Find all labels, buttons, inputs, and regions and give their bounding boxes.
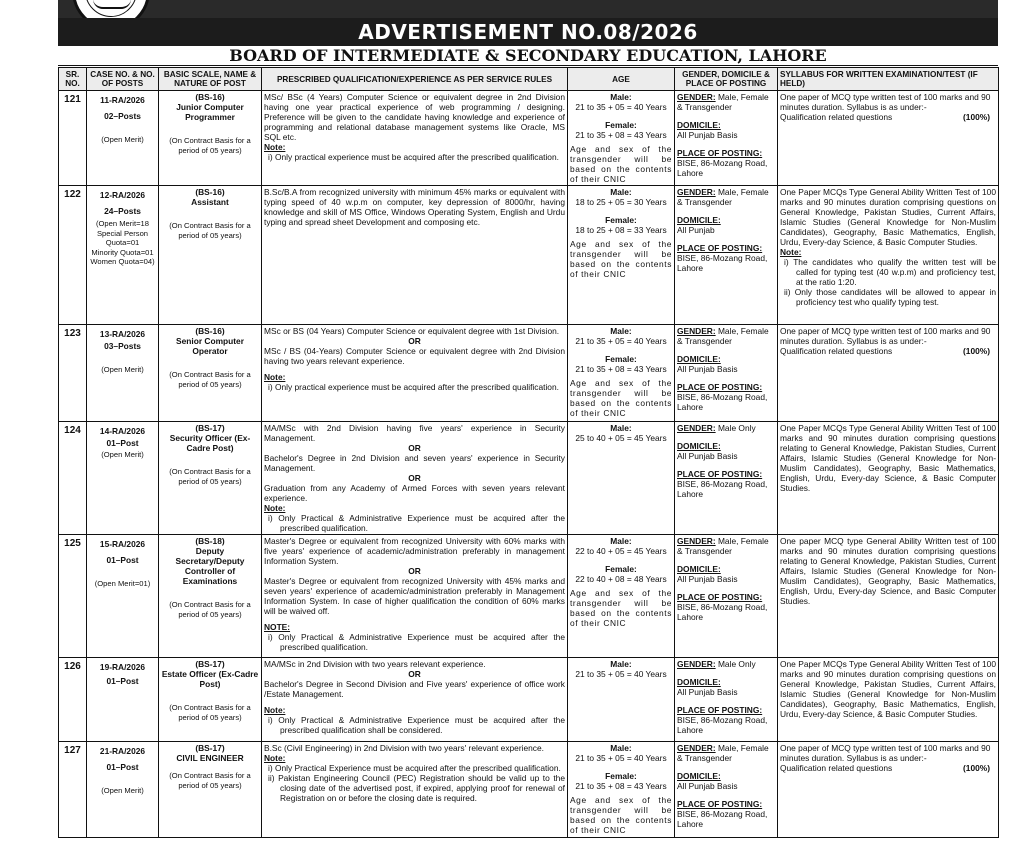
age-male-value: 21 to 35 + 05 = 40 Years bbox=[575, 669, 667, 679]
qualification-text: MSc/ BSc (4 Years) Computer Science or equivalent degree in 2nd Division having one year practical experience of web programming / designing. Preference will be given to the candidate having knowledge and experience of programming and relational database management systems like Oracle, MS SQL etc. bbox=[264, 92, 565, 142]
pay-scale: (BS-16) bbox=[195, 326, 225, 336]
contract-basis: (On Contract Basis for a period of 05 years) bbox=[169, 600, 251, 619]
sr-no: 123 bbox=[59, 325, 87, 422]
age-male-label: Male: bbox=[610, 187, 632, 197]
or-separator: OR bbox=[408, 443, 421, 453]
posting-label: PLACE OF POSTING: bbox=[677, 382, 763, 392]
syllabus-text: One paper of MCQ type written test of 100 marks and 90 minutes duration. Syllabus is as under:- bbox=[780, 743, 991, 763]
merit-type: (Open Merit) bbox=[101, 786, 144, 795]
quota-women: Women Quota=04) bbox=[90, 257, 155, 266]
logo-arc bbox=[93, 0, 131, 9]
note-item: i) The candidates who qualify the written test will be called for typing test (40 w.p.m) and proficiency test, at the ratio 1:20. bbox=[784, 257, 996, 287]
posting-value: BISE, 86-Mozang Road, Lahore bbox=[677, 715, 768, 735]
case-no: 15-RA/2026 bbox=[99, 539, 146, 549]
case-cell bbox=[87, 535, 159, 658]
syllabus-percent: (100%) bbox=[963, 112, 990, 122]
age-female-value: 18 to 25 + 08 = 33 Years bbox=[575, 225, 667, 235]
qualification-cell bbox=[262, 742, 568, 838]
post-title: Senior Computer Operator bbox=[176, 336, 244, 356]
post-title: Deputy Secretary/Deputy Controller of Examinations bbox=[175, 546, 245, 586]
post-cell bbox=[159, 658, 262, 742]
age-female-label: Female: bbox=[605, 771, 637, 781]
case-cell bbox=[87, 422, 159, 535]
syllabus-text: One paper of MCQ type written test of 100 marks and 90 minutes duration. Syllabus is as under:- bbox=[780, 92, 991, 112]
age-cell bbox=[568, 325, 675, 422]
gender-label: GENDER: bbox=[677, 92, 716, 102]
gender-value: Male, Female & Transgender bbox=[677, 536, 769, 556]
table-header-row bbox=[59, 68, 999, 91]
pay-scale: (BS-17) bbox=[195, 423, 225, 433]
note-item: i) Only Practical & Administrative Experience must be acquired after the prescribed qualification. bbox=[268, 632, 565, 652]
post-cell bbox=[159, 742, 262, 838]
quota-special: Special Person Quota=01 bbox=[96, 228, 149, 247]
table-row bbox=[59, 422, 999, 535]
age-male-value: 22 to 40 + 05 = 45 Years bbox=[575, 546, 667, 556]
posting-label: PLACE OF POSTING: bbox=[677, 469, 763, 479]
col-header-gender: GENDER, DOMICILE & PLACE OF POSTING bbox=[675, 68, 778, 91]
case-cell bbox=[87, 186, 159, 325]
sr-no: 127 bbox=[59, 742, 87, 838]
posts-table bbox=[58, 67, 999, 838]
contract-basis: (On Contract Basis for a period of 05 years) bbox=[169, 703, 251, 722]
syllabus-cell bbox=[778, 325, 999, 422]
transgender-age-note: Age and sex of the transgender will be based on the contents of their CNIC bbox=[570, 144, 672, 184]
gender-cell bbox=[675, 186, 778, 325]
syllabus-cell bbox=[778, 186, 999, 325]
pay-scale: (BS-16) bbox=[195, 92, 225, 102]
col-header-sr: SR. NO. bbox=[59, 68, 87, 91]
case-cell bbox=[87, 742, 159, 838]
posts-count: 24–Posts bbox=[104, 206, 141, 216]
domicile-value: All Punjab Basis bbox=[677, 781, 738, 791]
age-male-value: 21 to 35 + 05 = 40 Years bbox=[575, 336, 667, 346]
posting-label: PLACE OF POSTING: bbox=[677, 705, 763, 715]
post-title: Estate Officer (Ex-Cadre Post) bbox=[161, 669, 259, 689]
age-female-value: 21 to 35 + 08 = 43 Years bbox=[575, 781, 667, 791]
note-label: NOTE: bbox=[264, 622, 291, 632]
qualification-alt: Master's Degree or equivalent from recognized University with 45% marks and seven years' experience of academic/administration preferably in Management Information System. In case of higher qualification the condition of 60% marks will be waived off. bbox=[264, 576, 565, 616]
age-female-value: 22 to 40 + 08 = 48 Years bbox=[575, 574, 667, 584]
table-row bbox=[59, 535, 999, 658]
contract-basis: (On Contract Basis for a period of 05 years) bbox=[169, 221, 251, 240]
qualification-cell bbox=[262, 91, 568, 186]
sr-no: 125 bbox=[59, 535, 87, 658]
note-label: Note: bbox=[264, 142, 286, 152]
pay-scale: (BS-17) bbox=[195, 743, 225, 753]
contract-basis: (On Contract Basis for a period of 05 years) bbox=[169, 467, 251, 486]
age-cell bbox=[568, 658, 675, 742]
qualification-cell bbox=[262, 186, 568, 325]
gender-label: GENDER: bbox=[677, 326, 716, 336]
posting-value: BISE, 86-Mozang Road, Lahore bbox=[677, 253, 768, 273]
posts-count: 01–Post bbox=[106, 555, 139, 565]
contract-basis: (On Contract Basis for a period of 05 years) bbox=[169, 370, 251, 389]
or-separator: OR bbox=[408, 473, 421, 483]
quota-open: (Open Merit=18 bbox=[96, 219, 149, 228]
posting-label: PLACE OF POSTING: bbox=[677, 243, 763, 253]
qualification-alt: Bachelor's Degree in Second Division and Five years' experience of office work /Estate Management. bbox=[264, 679, 565, 699]
posts-count: 01–Post bbox=[106, 676, 139, 686]
contract-basis: (On Contract Basis for a period of 05 years) bbox=[169, 771, 251, 790]
age-cell bbox=[568, 535, 675, 658]
case-no: 13-RA/2026 bbox=[99, 329, 146, 339]
qualification-alt: MSc / BS (04-Years) Computer Science or equivalent degree with 2nd Division having two years relevant experience. bbox=[264, 346, 565, 366]
syllabus-cell bbox=[778, 422, 999, 535]
or-separator: OR bbox=[408, 566, 421, 576]
age-male-value: 21 to 35 + 05 = 40 Years bbox=[575, 753, 667, 763]
posting-value: BISE, 86-Mozang Road, Lahore bbox=[677, 809, 768, 829]
case-cell bbox=[87, 325, 159, 422]
post-title: CIVIL ENGINEER bbox=[176, 753, 244, 763]
note-item: i) Only Practical Experience must be acquired after the prescribed qualification. bbox=[268, 763, 561, 773]
domicile-value: All Punjab bbox=[677, 225, 715, 235]
sr-no: 121 bbox=[59, 91, 87, 186]
merit-type: (Open Merit=01) bbox=[94, 579, 151, 588]
gender-cell bbox=[675, 742, 778, 838]
table-row bbox=[59, 91, 999, 186]
gender-cell bbox=[675, 91, 778, 186]
post-title: Assistant bbox=[191, 197, 229, 207]
note-label: Note: bbox=[264, 753, 286, 763]
qualification-cell bbox=[262, 535, 568, 658]
age-male-value: 25 to 40 + 05 = 45 Years bbox=[575, 433, 667, 443]
qualification-alt: Bachelor's Degree in 2nd Division and seven years' experience in Security Management. bbox=[264, 453, 565, 473]
gender-label: GENDER: bbox=[677, 423, 716, 433]
domicile-value: All Punjab Basis bbox=[677, 451, 738, 461]
domicile-label: DOMICILE: bbox=[677, 120, 721, 130]
syllabus-percent: (100%) bbox=[963, 763, 990, 773]
qualification-cell bbox=[262, 325, 568, 422]
age-female-label: Female: bbox=[605, 354, 637, 364]
board-title: BOARD OF INTERMEDIATE & SECONDARY EDUCATION, LAHORE bbox=[58, 46, 998, 66]
note-label: Note: bbox=[264, 372, 286, 382]
qualification-text: B.Sc/B.A from recognized university with minimum 45% marks or equivalent with typing speed of 40 w.p.m on computer, key depression of 8000/hr, having knowledge and skill of MS Office, Windows Operating System, English and Urdu typing and spread sheet Development and composing etc. bbox=[264, 187, 565, 227]
gender-label: GENDER: bbox=[677, 743, 716, 753]
col-header-age: AGE bbox=[568, 68, 675, 91]
domicile-value: All Punjab Basis bbox=[677, 687, 738, 697]
domicile-label: DOMICILE: bbox=[677, 215, 721, 225]
age-male-label: Male: bbox=[610, 326, 632, 336]
syllabus-cell bbox=[778, 91, 999, 186]
qualification-text: MSc or BS (04 Years) Computer Science or equivalent degree with 1st Division. bbox=[264, 326, 560, 336]
gender-value: Male, Female & Transgender bbox=[677, 326, 769, 346]
pay-scale: (BS-16) bbox=[195, 187, 225, 197]
post-cell bbox=[159, 186, 262, 325]
note-item: i) Only Practical & Administrative Experience must be acquired after the prescribed qualification shall be considered. bbox=[268, 715, 565, 735]
gender-value: Male Only bbox=[717, 659, 756, 669]
table-row bbox=[59, 325, 999, 422]
table-row bbox=[59, 742, 999, 838]
syllabus-qualification: Qualification related questions bbox=[780, 346, 893, 356]
post-cell bbox=[159, 422, 262, 535]
age-female-value: 21 to 35 + 08 = 43 Years bbox=[575, 130, 667, 140]
gender-label: GENDER: bbox=[677, 187, 716, 197]
post-title: Junior Computer Programmer bbox=[176, 102, 244, 122]
pay-scale: (BS-17) bbox=[195, 659, 225, 669]
transgender-age-note: Age and sex of the transgender will be based on the contents of their CNIC bbox=[570, 795, 672, 835]
sr-no: 124 bbox=[59, 422, 87, 535]
case-cell bbox=[87, 658, 159, 742]
gender-label: GENDER: bbox=[677, 536, 716, 546]
note-item: ii) Only those candidates will be allowed to appear in proficiency test who qualify typing test. bbox=[784, 287, 996, 307]
age-female-label: Female: bbox=[605, 564, 637, 574]
age-cell bbox=[568, 742, 675, 838]
gender-value: Male, Female & Transgender bbox=[677, 92, 769, 112]
age-male-label: Male: bbox=[610, 92, 632, 102]
qualification-cell bbox=[262, 422, 568, 535]
case-no: 21-RA/2026 bbox=[99, 746, 146, 756]
syllabus-qualification: Qualification related questions bbox=[780, 112, 893, 122]
posts-count: 02–Posts bbox=[104, 111, 141, 121]
posting-value: BISE, 86-Mozang Road, Lahore bbox=[677, 392, 768, 412]
syllabus-text: One Paper MCQs Type General Ability Written Test of 100 marks and 90 minutes duration comprising questions on General Knowledge, Pakistan Studies, Current Affairs, Islamic Studies (General Knowledge for Non-Muslim Candidates), Geography, Basic Mathematics, English, Urdu, Every-day Science, & Basic Computer Studies. bbox=[780, 187, 996, 247]
note-item: ii) Pakistan Engineering Council (PEC) Registration should be valid up to the closing date of the advertised post, if expired, applying proof for renewal of Registration on or before the closing date is required. bbox=[268, 773, 565, 803]
gender-cell bbox=[675, 325, 778, 422]
col-header-case: CASE NO. & NO. OF POSTS bbox=[87, 68, 159, 91]
posts-count: 03–Posts bbox=[104, 341, 141, 351]
domicile-label: DOMICILE: bbox=[677, 354, 721, 364]
qualification-text: MA/MSc in 2nd Division with two years relevant experience. bbox=[264, 659, 486, 669]
advertisement-title: ADVERTISEMENT NO.08/2026 bbox=[58, 18, 998, 46]
note-item: i) Only practical experience must be acquired after the prescribed qualification. bbox=[268, 382, 559, 392]
case-no: 19-RA/2026 bbox=[99, 662, 146, 672]
transgender-age-note: Age and sex of the transgender will be based on the contents of their CNIC bbox=[570, 239, 672, 279]
age-male-value: 18 to 25 + 05 = 30 Years bbox=[575, 197, 667, 207]
domicile-value: All Punjab Basis bbox=[677, 574, 738, 584]
note-item: i) Only Practical & Administrative Experience must be acquired after the prescribed qualification. bbox=[268, 513, 565, 533]
sr-no: 126 bbox=[59, 658, 87, 742]
syllabus-text: One Paper MCQs Type General Ability Written Test of 100 marks and 90 minutes duration comprising questions on General Knowledge, Pakistan Studies, Current Affairs, Islamic Studies (General Knowledge for Non-Muslim Candidates), Geography, Basic Mathematics, English, Urdu, Every-day Science, & Basic Computer Studies. bbox=[780, 659, 996, 719]
gender-value: Male Only bbox=[717, 423, 756, 433]
age-female-label: Female: bbox=[605, 215, 637, 225]
or-separator: OR bbox=[408, 336, 421, 346]
syllabus-cell bbox=[778, 742, 999, 838]
domicile-label: DOMICILE: bbox=[677, 771, 721, 781]
transgender-age-note: Age and sex of the transgender will be based on the contents of their CNIC bbox=[570, 588, 672, 628]
qualification-text: B.Sc (Civil Engineering) in 2nd Division with two years' relevant experience. bbox=[264, 743, 544, 753]
col-header-name: BASIC SCALE, NAME & NATURE OF POST bbox=[159, 68, 262, 91]
domicile-label: DOMICILE: bbox=[677, 441, 721, 451]
post-cell bbox=[159, 325, 262, 422]
table-row bbox=[59, 658, 999, 742]
posting-value: BISE, 86-Mozang Road, Lahore bbox=[677, 479, 768, 499]
age-female-value: 21 to 35 + 08 = 43 Years bbox=[575, 364, 667, 374]
syllabus-cell bbox=[778, 658, 999, 742]
merit-type: (Open Merit) bbox=[101, 365, 144, 374]
domicile-value: All Punjab Basis bbox=[677, 130, 738, 140]
gender-label: GENDER: bbox=[677, 659, 716, 669]
gender-cell bbox=[675, 422, 778, 535]
case-no: 11-RA/2026 bbox=[100, 95, 145, 105]
syllabus-text: One paper of MCQ type written test of 100 marks and 90 minutes duration. Syllabus is as under:- bbox=[780, 326, 991, 346]
contract-basis: (On Contract Basis for a period of 05 years) bbox=[169, 136, 251, 155]
age-male-value: 21 to 35 + 05 = 40 Years bbox=[575, 102, 667, 112]
gender-cell bbox=[675, 535, 778, 658]
note-label: Note: bbox=[264, 503, 286, 513]
table-row bbox=[59, 186, 999, 325]
posting-label: PLACE OF POSTING: bbox=[677, 799, 763, 809]
gender-cell bbox=[675, 658, 778, 742]
top-header-strip bbox=[58, 0, 998, 18]
case-no: 14-RA/2026 bbox=[99, 426, 146, 436]
qualification-text: MA/MSc with 2nd Division having five years' experience in Security Management. bbox=[264, 423, 565, 443]
posting-value: BISE, 86-Mozang Road, Lahore bbox=[677, 158, 768, 178]
merit-type: (Open Merit) bbox=[101, 450, 144, 459]
note-label: Note: bbox=[780, 247, 802, 257]
syllabus-text: One paper MCQ type General Ability Written test of 100 marks and 90 minutes duration comprising questions relating to General Knowledge, Pakistan Studies, Current Affairs, Islamic Studies (General Knowledge for Non-Muslim Candidates), Geography, Basic Mathematics, English, Urdu, Every-day Science, and Basic Computer Studies. bbox=[780, 536, 996, 606]
merit-type: (Open Merit) bbox=[101, 135, 144, 144]
col-header-qualification: PRESCRIBED QUALIFICATION/EXPERIENCE AS PER SERVICE RULES bbox=[262, 68, 568, 91]
qualification-cell bbox=[262, 658, 568, 742]
or-separator: OR bbox=[408, 669, 421, 679]
gender-value: Male, Female & Transgender bbox=[677, 187, 769, 207]
note-item: i) Only practical experience must be acquired after the prescribed qualification. bbox=[268, 152, 559, 162]
age-male-label: Male: bbox=[610, 659, 632, 669]
syllabus-percent: (100%) bbox=[963, 346, 990, 356]
posts-count: 01–Post bbox=[106, 762, 139, 772]
note-label: Note: bbox=[264, 705, 286, 715]
syllabus-cell bbox=[778, 535, 999, 658]
age-male-label: Male: bbox=[610, 743, 632, 753]
posting-label: PLACE OF POSTING: bbox=[677, 148, 763, 158]
post-cell bbox=[159, 535, 262, 658]
case-no: 12-RA/2026 bbox=[99, 190, 146, 200]
posting-label: PLACE OF POSTING: bbox=[677, 592, 763, 602]
age-cell bbox=[568, 91, 675, 186]
age-male-label: Male: bbox=[610, 536, 632, 546]
posts-count: 01–Post bbox=[106, 438, 139, 448]
age-male-label: Male: bbox=[610, 423, 632, 433]
transgender-age-note: Age and sex of the transgender will be based on the contents of their CNIC bbox=[570, 378, 672, 418]
domicile-value: All Punjab Basis bbox=[677, 364, 738, 374]
gender-value: Male, Female & Transgender bbox=[677, 743, 769, 763]
domicile-label: DOMICILE: bbox=[677, 564, 721, 574]
case-cell bbox=[87, 91, 159, 186]
syllabus-qualification: Qualification related questions bbox=[780, 763, 893, 773]
quota-minority: Minority Quota=01 bbox=[91, 247, 154, 257]
age-cell bbox=[568, 422, 675, 535]
posting-value: BISE, 86-Mozang Road, Lahore bbox=[677, 602, 768, 622]
col-header-syllabus: SYLLABUS FOR WRITTEN EXAMINATION/TEST (IF HELD) bbox=[778, 68, 999, 91]
domicile-label: DOMICILE: bbox=[677, 677, 721, 687]
sr-no: 122 bbox=[59, 186, 87, 325]
age-female-label: Female: bbox=[605, 120, 637, 130]
age-cell bbox=[568, 186, 675, 325]
post-cell bbox=[159, 91, 262, 186]
post-title: Security Officer (Ex-Cadre Post) bbox=[169, 433, 251, 453]
qualification-alt: Graduation from any Academy of Armed Forces with seven years relevant experience. bbox=[264, 483, 565, 503]
syllabus-text: One Paper MCQs Type General Ability Written Test of 100 marks and 90 minutes duration comprising questions relating to General Knowledge, Pakistan Studies, Current Affairs, Islamic Studies (General Knowledge for Non-Muslim Candidates), Geography, Basic Mathematics, English, Urdu, Every-day Science, & Basic Computer Studies. bbox=[780, 423, 996, 493]
qualification-text: Master's Degree or equivalent from recognized University with 60% marks with five years' experience of academic/administration preferably in management Information System. bbox=[264, 536, 565, 566]
pay-scale: (BS-18) bbox=[195, 536, 225, 546]
